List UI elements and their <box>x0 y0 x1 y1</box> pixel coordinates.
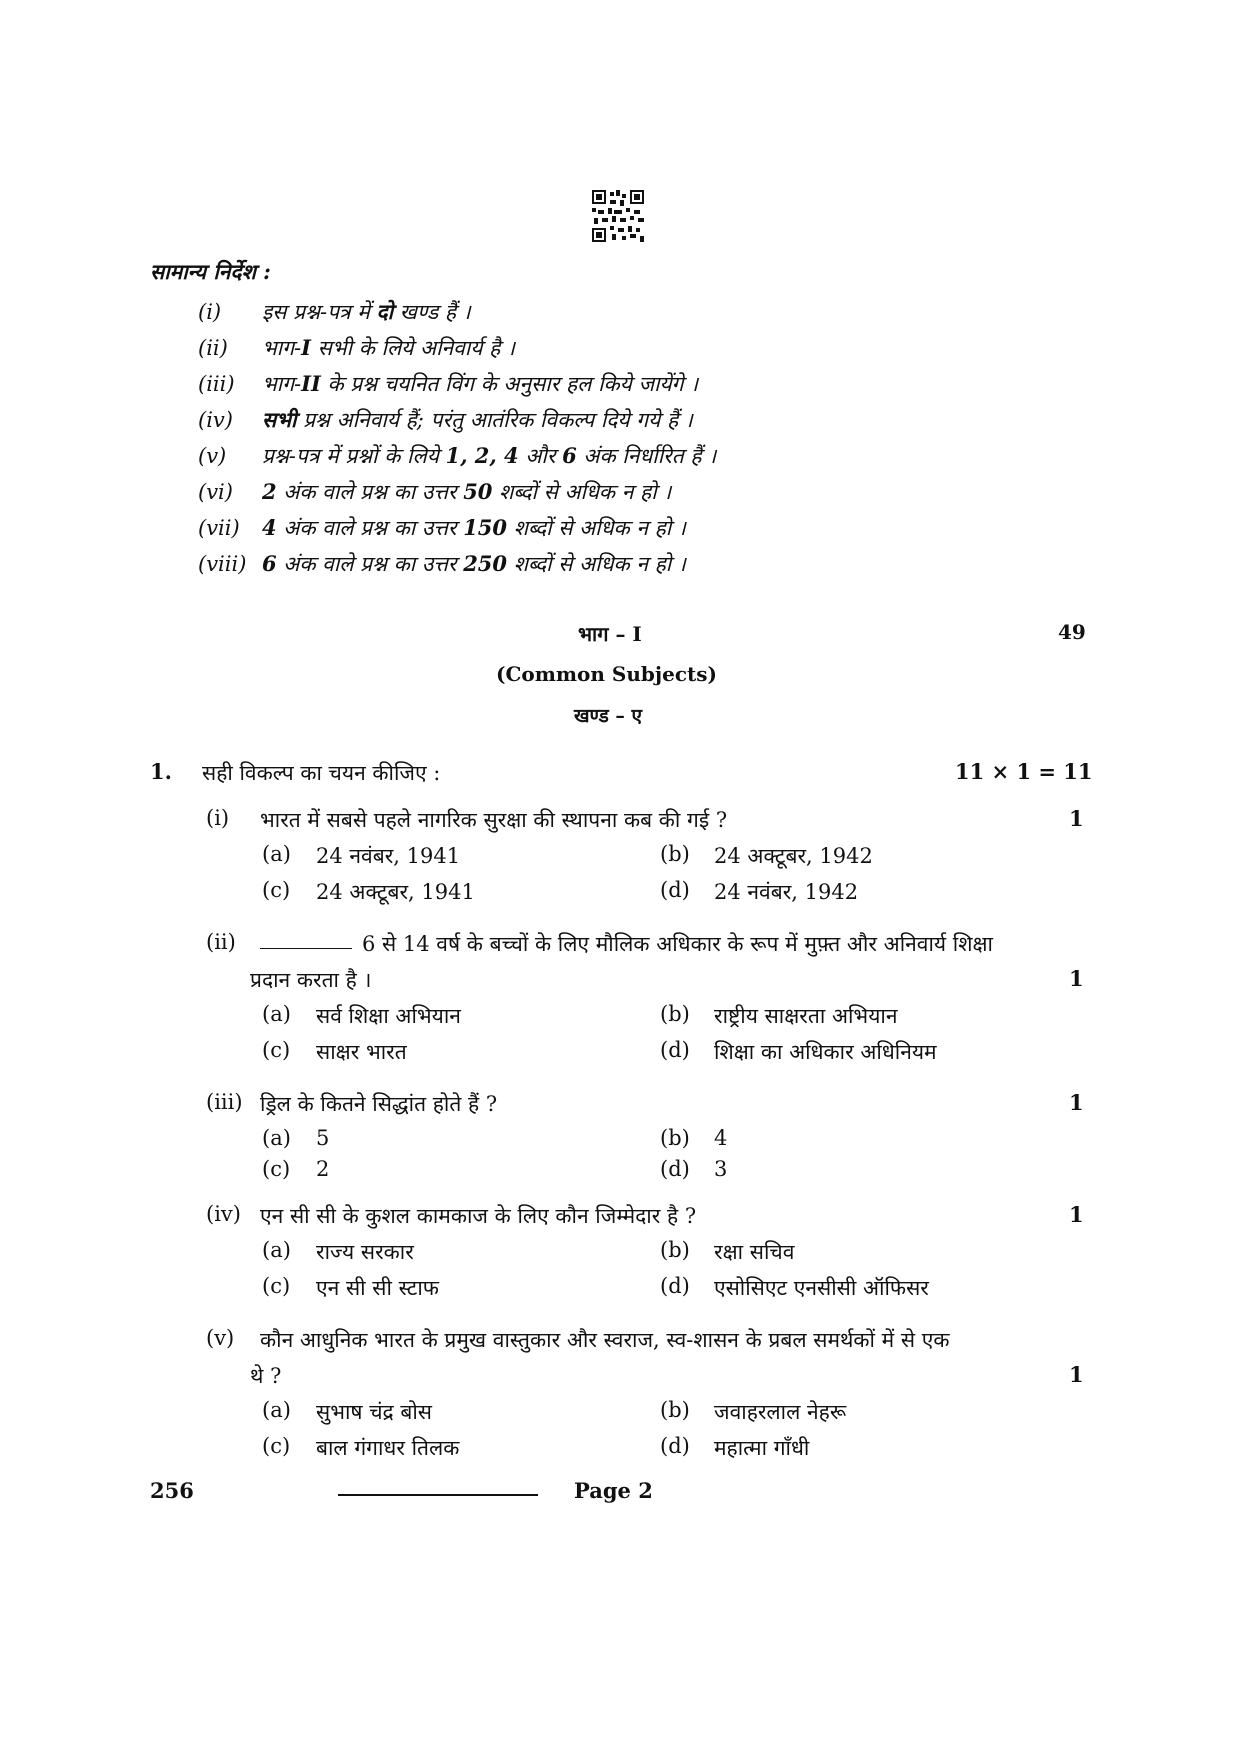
option-text: 24 नवंबर, 1942 <box>714 880 859 904</box>
option-text: 5 <box>316 1126 330 1150</box>
option-label: (d) <box>660 878 690 902</box>
instruction-item: (iii) भाग-II के प्रश्न चयनित विंग के अनुसार हल किये जायेंगे । <box>198 371 699 396</box>
option-label: (c) <box>262 1157 291 1181</box>
option-text: रक्षा सचिव <box>714 1240 795 1264</box>
option-text: बाल गंगाधर तिलक <box>316 1436 460 1460</box>
option-text: जवाहरलाल नेहरू <box>714 1400 847 1424</box>
option-label: (c) <box>262 1434 291 1458</box>
subquestion-number: (iv) <box>206 1202 241 1226</box>
question-marks: 11 × 1 = 11 <box>955 759 1093 784</box>
subquestion-marks: 1 <box>1069 1090 1084 1115</box>
part-title: भाग – I <box>578 622 642 646</box>
subquestion-text: कौन आधुनिक भारत के प्रमुख वास्तुकार और स्वराज, स्व-शासन के प्रबल समर्थकों में से एक <box>260 1328 950 1352</box>
subquestion-number: (iii) <box>206 1090 243 1114</box>
instruction-item: (ii) भाग-I सभी के लिये अनिवार्य है । <box>198 335 515 360</box>
subquestion-marks: 1 <box>1069 1202 1084 1227</box>
option-text: 24 अक्टूबर, 1942 <box>714 844 873 868</box>
option-label: (c) <box>262 1038 291 1062</box>
page-number: Page 2 <box>574 1478 653 1503</box>
instruction-item: (v) प्रश्न-पत्र में प्रश्नों के लिये 1, 2, 4 और 6 अंक निर्धारित हैं । <box>198 443 717 468</box>
option-label: (b) <box>660 842 690 866</box>
option-label: (d) <box>660 1274 690 1298</box>
option-text: शिक्षा का अधिकार अधिनियम <box>714 1040 937 1064</box>
instruction-item: (viii) 6 अंक वाले प्रश्न का उत्तर 250 शब्दों से अधिक न हो । <box>198 551 686 576</box>
paper-code: 256 <box>150 1478 194 1503</box>
qr-code-icon <box>592 190 644 242</box>
subquestion-marks: 1 <box>1069 1362 1084 1387</box>
subquestion-number: (v) <box>206 1326 235 1350</box>
subquestion-text: एन सी सी के कुशल कामकाज के लिए कौन जिम्मेदार है ? <box>260 1204 697 1228</box>
question-number: 1. <box>150 759 172 784</box>
option-label: (c) <box>262 878 291 902</box>
option-label: (b) <box>660 1126 690 1150</box>
subquestion-number: (ii) <box>206 930 236 954</box>
part-marks: 49 <box>1058 620 1086 644</box>
option-label: (d) <box>660 1157 690 1181</box>
section-title: खण्ड – ए <box>574 705 642 727</box>
subquestion-text: 6 से 14 वर्ष के बच्चों के लिए मौलिक अधिकार के रूप में मुफ़्त और अनिवार्य शिक्षा <box>260 930 993 958</box>
question-text: सही विकल्प का चयन कीजिए : <box>202 761 441 785</box>
option-text: राष्ट्रीय साक्षरता अभियान <box>714 1004 898 1028</box>
answer-blank <box>260 948 352 949</box>
option-text: 24 नवंबर, 1941 <box>316 844 461 868</box>
option-label: (b) <box>660 1002 690 1026</box>
option-text: 2 <box>316 1157 330 1181</box>
option-text: महात्मा गाँधी <box>714 1436 810 1460</box>
option-label: (a) <box>262 842 291 866</box>
subquestion-marks: 1 <box>1069 966 1084 991</box>
part-subtitle: (Common Subjects) <box>496 662 717 686</box>
option-text: सर्व शिक्षा अभियान <box>316 1004 461 1028</box>
footer-divider <box>338 1494 538 1496</box>
option-text: राज्य सरकार <box>316 1240 414 1264</box>
subquestion-number: (i) <box>206 806 230 830</box>
instruction-item: (i) इस प्रश्न-पत्र में दो खण्ड हैं । <box>198 299 471 324</box>
option-label: (b) <box>660 1238 690 1262</box>
instruction-item: (iv) सभी प्रश्न अनिवार्य हैं; परंतु आतंरिक विकल्प दिये गये हैं । <box>198 407 693 432</box>
subquestion-marks: 1 <box>1069 806 1084 831</box>
instructions-heading: सामान्य निर्देश : <box>150 259 271 284</box>
option-text: साक्षर भारत <box>316 1040 407 1064</box>
option-label: (b) <box>660 1398 690 1422</box>
subquestion-text-continued: थे ? <box>250 1364 282 1388</box>
option-text: सुभाष चंद्र बोस <box>316 1400 432 1424</box>
option-text: 4 <box>714 1126 728 1150</box>
subquestion-text-continued: प्रदान करता है । <box>250 968 372 992</box>
option-text: 24 अक्टूबर, 1941 <box>316 880 475 904</box>
option-label: (a) <box>262 1002 291 1026</box>
option-label: (d) <box>660 1038 690 1062</box>
subquestion-text: ड्रिल के कितने सिद्धांत होते हैं ? <box>260 1092 498 1116</box>
option-text: 3 <box>714 1157 728 1181</box>
option-label: (c) <box>262 1274 291 1298</box>
option-text: एन सी सी स्टाफ <box>316 1276 439 1300</box>
option-label: (a) <box>262 1398 291 1422</box>
option-label: (d) <box>660 1434 690 1458</box>
option-label: (a) <box>262 1238 291 1262</box>
instruction-item: (vi) 2 अंक वाले प्रश्न का उत्तर 50 शब्दों से अधिक न हो । <box>198 479 672 504</box>
option-label: (a) <box>262 1126 291 1150</box>
instruction-item: (vii) 4 अंक वाले प्रश्न का उत्तर 150 शब्दों से अधिक न हो । <box>198 515 686 540</box>
option-text: एसोसिएट एनसीसी ऑफिसर <box>714 1276 929 1300</box>
subquestion-text: भारत में सबसे पहले नागरिक सुरक्षा की स्थापना कब की गई ? <box>260 808 728 832</box>
